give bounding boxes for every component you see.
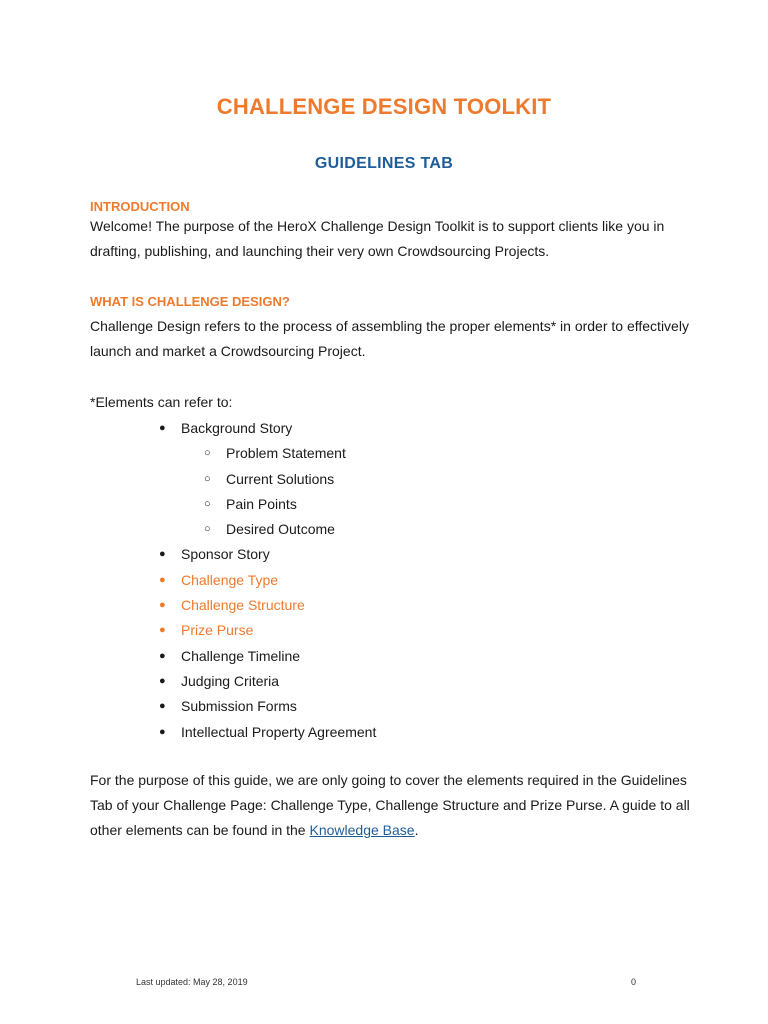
page-subtitle: GUIDELINES TAB [314, 155, 454, 172]
introduction-paragraph: Welcome! The purpose of the HeroX Challenge Design Toolkit is to support clients like you in drafting, publishing, and launching their very own Crowdsourcing Projects. [90, 218, 665, 259]
closing-period: . [414, 822, 419, 838]
closing-text: For the purpose of this guide, we are only going to cover the elements required in the Guidelines Tab of your Challenge Page: Challenge Type, Challenge Structure and Prize Purse. A guide to all other elements can be found in the [90, 772, 690, 838]
list-item-label: Prize Purse [181, 622, 254, 639]
list-item [0, 492, 376, 517]
filled-circle-bullet-icon: ● [159, 422, 166, 434]
filled-circle-bullet-icon: ● [159, 674, 166, 687]
last-updated-footer: Last updated: May 28, 2019 [136, 977, 248, 987]
list-item [0, 517, 376, 542]
knowledge-base-link[interactable]: Knowledge Base [309, 822, 415, 838]
list-item [0, 669, 376, 694]
list-item [0, 720, 376, 745]
filled-circle-bullet-icon: ● [159, 700, 166, 713]
what-is-paragraph: Challenge Design refers to the process of assembling the proper elements* in order to effectively launch and market a Crowdsourcing Project. [90, 318, 689, 359]
hollow-circle-bullet-icon: ○ [204, 472, 211, 485]
list-item [0, 568, 376, 593]
section-heading-introduction: INTRODUCTION [90, 199, 190, 214]
hollow-circle-bullet-icon: ○ [204, 523, 211, 536]
list-item-label: Challenge Structure [181, 597, 305, 614]
filled-circle-bullet-icon: ● [159, 624, 166, 637]
list-item [0, 618, 376, 643]
page-title: CHALLENGE DESIGN TOOLKIT [216, 94, 552, 119]
list-item-label: Current Solutions [226, 470, 335, 487]
hollow-circle-bullet-icon: ○ [204, 447, 211, 460]
list-item-label: Background Story [181, 420, 293, 436]
list-item-label: Intellectual Property Agreement [181, 723, 377, 740]
page-number: 0 [631, 977, 637, 987]
list-item [0, 441, 376, 466]
list-item-label: Judging Criteria [181, 672, 280, 689]
hollow-circle-bullet-icon: ○ [204, 497, 211, 510]
closing-paragraph [90, 768, 690, 843]
filled-circle-bullet-icon: ● [159, 599, 166, 612]
filled-circle-bullet-icon: ● [159, 649, 166, 662]
filled-circle-bullet-icon: ● [159, 725, 166, 738]
filled-circle-bullet-icon: ● [159, 573, 166, 586]
list-item [0, 644, 376, 669]
elements-intro-text: *Elements can refer to: [90, 394, 233, 410]
list-item [0, 467, 376, 492]
list-item-label: Problem Statement [226, 445, 346, 462]
list-item [0, 694, 376, 719]
list-item [0, 593, 376, 618]
list-item-label: Pain Points [226, 495, 297, 512]
list-item [0, 416, 376, 441]
elements-list [0, 416, 376, 745]
list-item-label: Submission Forms [181, 698, 297, 715]
section-heading-what-is-challenge-design: WHAT IS CHALLENGE DESIGN? [90, 294, 290, 309]
list-item-label: Desired Outcome [226, 521, 335, 538]
filled-circle-bullet-icon: ● [159, 548, 166, 561]
list-item-label: Sponsor Story [181, 546, 270, 563]
list-item-label: Challenge Type [181, 571, 279, 588]
list-item [0, 542, 376, 567]
list-item-label: Challenge Timeline [181, 647, 301, 664]
